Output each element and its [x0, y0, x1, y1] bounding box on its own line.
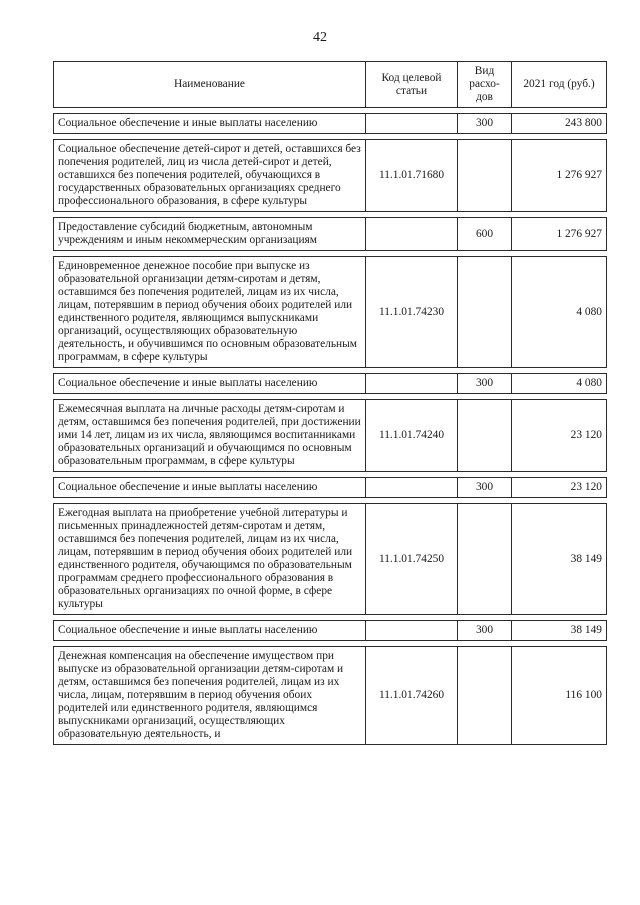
table-header-row: [54, 62, 607, 108]
row-name: Единовременное денежное пособие при выпуске из образовательной организации детям-сиротам и детям, оставшимся без попечения родителей, лицам из их числа, лицам, потерявшим в период обучения обоих родителей или единственного родителя, являющимся выпускниками организаций, осуществляющих образовательную деятельность, и обучившимся по основным образовательным программам, в сфере культуры: [54, 257, 366, 368]
row-code: 11.1.01.74230: [366, 257, 458, 368]
budget-table: [53, 61, 607, 745]
page-number: 42: [313, 30, 327, 45]
table-row: [54, 478, 607, 498]
row-kind: 600: [458, 218, 512, 251]
row-kind: 300: [458, 114, 512, 134]
row-name: Социальное обеспечение и иные выплаты населению: [54, 621, 366, 641]
row-kind: 300: [458, 621, 512, 641]
row-amount: 38 149: [512, 504, 607, 615]
table-row: [54, 114, 607, 134]
row-name: Социальное обеспечение детей-сирот и детей, оставшихся без попечения родителей, лиц из числа детей-сирот и детей, оставшихся без попечения родителей, обучающихся в государственных образовательных организациях среднего профессионального образования, в сфере культуры: [54, 140, 366, 212]
column-header-amount: 2021 год (руб.): [512, 62, 607, 108]
row-amount: 23 120: [512, 400, 607, 472]
row-code: 11.1.01.74260: [366, 647, 458, 745]
row-amount: 4 080: [512, 257, 607, 368]
row-code: 11.1.01.74240: [366, 400, 458, 472]
table-row: [54, 374, 607, 394]
table-row: [54, 218, 607, 251]
row-kind: 300: [458, 478, 512, 498]
row-code: [366, 218, 458, 251]
row-amount: 1 276 927: [512, 140, 607, 212]
table-row: [54, 257, 607, 368]
row-code: 11.1.01.71680: [366, 140, 458, 212]
row-kind: [458, 504, 512, 615]
table-row: [54, 140, 607, 212]
row-name: Денежная компенсация на обеспечение имуществом при выпуске из образовательной организации детям-сиротам и детям, оставшимся без попечения родителей, лицам из их числа, лицам, потерявшим в период обучения обоих родителей или единственного родителя, являющимся выпускниками организаций, осуществляющих образовательную деятельность, и: [54, 647, 366, 745]
row-name: Ежемесячная выплата на личные расходы детям-сиротам и детям, оставшимся без попечения родителей, при достижении ими 14 лет, лицам из их числа, являющимся воспитанниками образовательных организаций и обучающимся по основным образовательным программам, в сфере культуры: [54, 400, 366, 472]
row-kind: [458, 400, 512, 472]
row-kind: [458, 140, 512, 212]
row-code: [366, 374, 458, 394]
row-amount: 1 276 927: [512, 218, 607, 251]
row-amount: 116 100: [512, 647, 607, 745]
row-kind: [458, 647, 512, 745]
row-code: 11.1.01.74250: [366, 504, 458, 615]
row-amount: 4 080: [512, 374, 607, 394]
row-code: [366, 114, 458, 134]
row-code: [366, 478, 458, 498]
row-amount: 38 149: [512, 621, 607, 641]
row-kind: 300: [458, 374, 512, 394]
column-header-name: Наименование: [54, 62, 366, 108]
row-name: Предоставление субсидий бюджетным, автономным учреждениям и иным некоммерческим организациям: [54, 218, 366, 251]
column-header-code: Код целевой статьи: [366, 62, 458, 108]
table-row: [54, 504, 607, 615]
row-name: Ежегодная выплата на приобретение учебной литературы и письменных принадлежностей детям-сиротам и детям, оставшимся без попечения родителей, лицам из их числа, лицам, потерявшим в период обучения обоих родителей или единственного родителя, обучающимся по образовательным программам среднего профессионального образования в образовательных организациях по очной форме, в сфере культуры: [54, 504, 366, 615]
table-row: [54, 621, 607, 641]
row-amount: 243 800: [512, 114, 607, 134]
table-row: [54, 400, 607, 472]
row-name: Социальное обеспечение и иные выплаты населению: [54, 478, 366, 498]
table-row: [54, 647, 607, 745]
row-amount: 23 120: [512, 478, 607, 498]
column-header-kind: Вид расхо- дов: [458, 62, 512, 108]
row-kind: [458, 257, 512, 368]
row-name: Социальное обеспечение и иные выплаты населению: [54, 374, 366, 394]
row-code: [366, 621, 458, 641]
row-name: Социальное обеспечение и иные выплаты населению: [54, 114, 366, 134]
